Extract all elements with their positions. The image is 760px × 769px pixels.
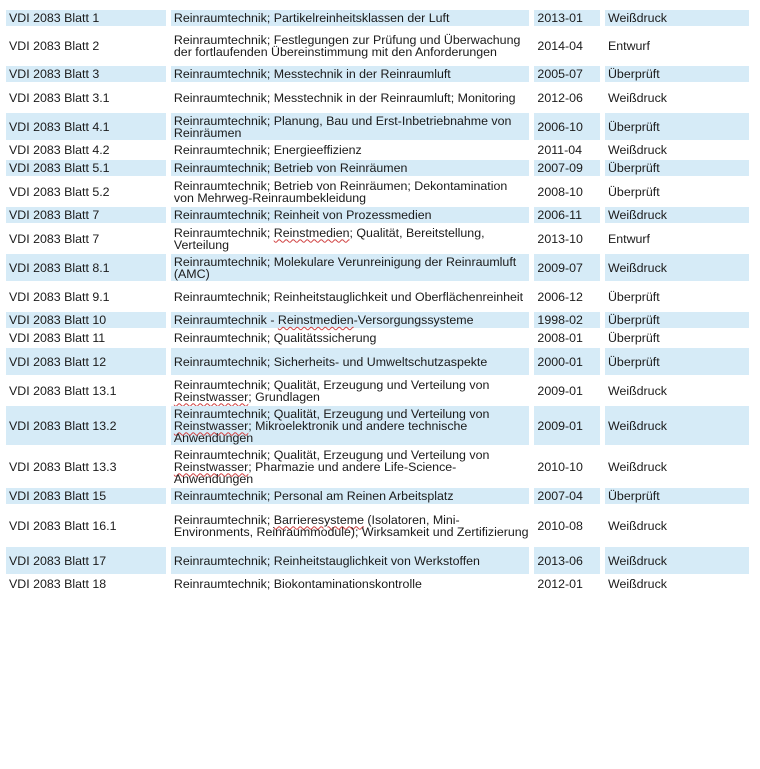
standard-code: VDI 2083 Blatt 15 xyxy=(6,488,166,504)
standard-status: Weißdruck xyxy=(605,10,749,26)
standard-status: Überprüft xyxy=(605,160,749,176)
title-text: ; Pharmazie und andere Life-Science-Anwendungen xyxy=(173,459,457,486)
standard-date: 2012-06 xyxy=(537,90,583,105)
table-row xyxy=(6,377,749,404)
title-text: ; Grundlagen xyxy=(248,389,320,404)
standard-date: 2007-09 xyxy=(534,160,600,176)
standard-date: 2006-12 xyxy=(537,289,583,304)
standard-title xyxy=(171,488,530,504)
title-text: Reinraumtechnik; Energieeffizienz xyxy=(173,143,362,157)
title-text: Reinraumtechnik; Reinheit von Prozessmedien xyxy=(173,208,432,222)
table-row xyxy=(6,178,749,205)
standard-date: 2006-10 xyxy=(534,113,600,140)
spellcheck-word: Reinstmedien xyxy=(277,313,354,327)
standard-status: Entwurf xyxy=(607,39,650,53)
standard-date: 2013-10 xyxy=(537,231,583,246)
table-row xyxy=(6,406,749,445)
standard-title xyxy=(171,10,530,26)
table-row xyxy=(6,225,749,252)
standard-status: Weißdruck xyxy=(607,518,667,533)
standard-title xyxy=(171,225,530,252)
standard-code: VDI 2083 Blatt 5.1 xyxy=(6,160,166,176)
standard-status: Überprüft xyxy=(605,348,749,375)
table-row xyxy=(6,506,749,545)
standard-title xyxy=(171,447,530,486)
table-row xyxy=(6,312,749,328)
spellcheck-word: Reinstwasser xyxy=(173,418,249,433)
standard-status: Weißdruck xyxy=(607,577,667,591)
standard-title xyxy=(171,406,530,445)
standard-title xyxy=(171,283,530,310)
standard-code: VDI 2083 Blatt 3.1 xyxy=(9,90,110,105)
standard-status: Weißdruck xyxy=(605,406,749,445)
title-text: Reinraumtechnik; xyxy=(173,512,274,527)
standard-title xyxy=(171,178,530,205)
standard-title xyxy=(171,576,530,592)
standard-date: 2013-06 xyxy=(534,547,600,574)
title-text: ; Mikroelektronik und andere technische Anwendungen xyxy=(173,418,468,445)
standard-status: Weißdruck xyxy=(607,90,667,105)
title-text: Reinraumtechnik; Qualität, Erzeugung und Verteilung von xyxy=(173,406,490,421)
standard-date: 2013-01 xyxy=(534,10,600,26)
standard-status: Weißdruck xyxy=(607,459,667,474)
standard-status: Überprüft xyxy=(607,289,660,304)
standard-code: VDI 2083 Blatt 11 xyxy=(9,331,106,345)
standard-status: Weißdruck xyxy=(605,547,749,574)
standard-title xyxy=(171,160,530,176)
standard-title xyxy=(171,547,530,574)
table-row xyxy=(6,10,749,26)
standards-table xyxy=(6,10,749,594)
standard-date: 2007-04 xyxy=(534,488,600,504)
title-text: (Isolatoren, Mini-Environments, Reinraummodule); Wirksamkeit und Zertifizierung xyxy=(173,512,529,539)
standard-title xyxy=(171,254,530,281)
title-text: Reinraumtechnik; Qualität, Erzeugung und Verteilung von xyxy=(173,447,490,462)
title-text: Reinraumtechnik; Sicherheits- und Umweltschutzaspekte xyxy=(173,354,488,369)
title-text: -Versorgungssysteme xyxy=(353,313,474,327)
standard-date: 2008-10 xyxy=(537,184,583,199)
table-row xyxy=(6,207,749,223)
table-row xyxy=(6,348,749,375)
standard-status: Weißdruck xyxy=(607,383,667,398)
standard-date: 2005-07 xyxy=(534,66,600,82)
standard-status: Weißdruck xyxy=(605,254,749,281)
title-text: Reinraumtechnik; Biokontaminationskontrolle xyxy=(173,577,422,591)
standard-date: 2011-04 xyxy=(537,143,582,157)
standard-code: VDI 2083 Blatt 12 xyxy=(6,348,166,375)
standard-date: 2009-01 xyxy=(537,383,583,398)
standard-code: VDI 2083 Blatt 7 xyxy=(9,231,100,246)
standard-code: VDI 2083 Blatt 7 xyxy=(6,207,166,223)
standard-code: VDI 2083 Blatt 9.1 xyxy=(9,289,110,304)
title-text: Reinraumtechnik; Personal am Reinen Arbeitsplatz xyxy=(173,489,454,503)
table-row xyxy=(6,160,749,176)
standard-title xyxy=(171,113,530,140)
table-row xyxy=(6,84,749,111)
spellcheck-word: Reinstwasser xyxy=(173,389,249,404)
title-text: Reinraumtechnik; Qualität, Erzeugung und Verteilung von xyxy=(173,377,490,392)
standard-code: VDI 2083 Blatt 18 xyxy=(9,577,107,591)
spellcheck-word: Reinstwasser xyxy=(173,459,249,474)
standard-date: 2008-01 xyxy=(537,331,583,345)
standard-date: 2012-01 xyxy=(537,577,583,591)
standard-status: Weißdruck xyxy=(605,207,749,223)
standard-date: 2014-04 xyxy=(537,39,583,53)
spellcheck-word: Reinstmedien xyxy=(273,225,350,240)
table-row xyxy=(6,547,749,574)
standard-status: Überprüft xyxy=(607,331,660,345)
standard-code: VDI 2083 Blatt 4.1 xyxy=(6,113,166,140)
table-row xyxy=(6,447,749,486)
standard-title xyxy=(171,66,530,82)
standard-code: VDI 2083 Blatt 13.1 xyxy=(9,383,117,398)
standard-status: Überprüft xyxy=(605,488,749,504)
table-row xyxy=(6,113,749,140)
standard-code: VDI 2083 Blatt 13.2 xyxy=(6,406,166,445)
table-row xyxy=(6,488,749,504)
standard-date: 2000-01 xyxy=(534,348,600,375)
title-text: Reinraumtechnik; Messtechnik in der Reinraumluft xyxy=(173,67,451,81)
standard-date: 1998-02 xyxy=(534,312,600,328)
standard-code: VDI 2083 Blatt 3 xyxy=(6,66,166,82)
standard-status: Überprüft xyxy=(605,113,749,140)
standard-code: VDI 2083 Blatt 5.2 xyxy=(9,184,110,199)
table-row xyxy=(6,66,749,82)
title-text: Reinraumtechnik - xyxy=(173,313,278,327)
title-text: Reinraumtechnik; Messtechnik in der Reinraumluft; Monitoring xyxy=(173,90,516,105)
table-row xyxy=(6,28,749,64)
title-text: Reinraumtechnik; Qualitätssicherung xyxy=(173,331,377,345)
table-row xyxy=(6,283,749,310)
title-text: Reinraumtechnik; Betrieb von Reinräumen; Dekontamination von Mehrweg-Reinraumbekleidung xyxy=(173,178,508,205)
standard-code: VDI 2083 Blatt 10 xyxy=(6,312,166,328)
standard-title xyxy=(171,377,530,404)
table-row xyxy=(6,254,749,281)
standard-code: VDI 2083 Blatt 16.1 xyxy=(9,518,117,533)
standard-status: Überprüft xyxy=(607,184,660,199)
title-text: Reinraumtechnik; Betrieb von Reinräumen xyxy=(173,161,408,175)
standard-code: VDI 2083 Blatt 17 xyxy=(6,547,166,574)
standard-code: VDI 2083 Blatt 8.1 xyxy=(6,254,166,281)
title-text: Reinraumtechnik; Planung, Bau und Erst-Inbetriebnahme von Reinräumen xyxy=(173,113,512,140)
standard-title xyxy=(171,28,530,64)
standard-date: 2009-01 xyxy=(534,406,600,445)
standard-status: Überprüft xyxy=(605,66,749,82)
title-text: Reinraumtechnik; xyxy=(173,225,274,240)
title-text: Reinraumtechnik; Molekulare Verunreinigung der Reinraumluft (AMC) xyxy=(173,254,517,281)
table-row xyxy=(6,576,749,592)
standard-date: 2010-10 xyxy=(537,459,583,474)
title-text: ; Qualität, Bereitstellung, Verteilung xyxy=(173,225,485,252)
standard-code: VDI 2083 Blatt 1 xyxy=(6,10,166,26)
standard-title xyxy=(171,506,530,545)
spellcheck-word: Barrieresysteme xyxy=(273,512,364,527)
standard-date: 2006-11 xyxy=(534,207,600,223)
standard-title xyxy=(171,142,530,158)
table-row xyxy=(6,142,749,158)
standard-status: Entwurf xyxy=(607,231,650,246)
table-row xyxy=(6,330,749,346)
standard-date: 2009-07 xyxy=(534,254,600,281)
title-text: Reinraumtechnik; Reinheitstauglichkeit von Werkstoffen xyxy=(173,553,480,568)
standard-title xyxy=(171,330,530,346)
title-text: Reinraumtechnik; Partikelreinheitsklassen der Luft xyxy=(173,11,450,25)
standard-code: VDI 2083 Blatt 4.2 xyxy=(9,143,110,157)
standard-title xyxy=(171,207,530,223)
standard-status: Überprüft xyxy=(605,312,749,328)
standard-title xyxy=(171,84,530,111)
standard-status: Weißdruck xyxy=(607,143,667,157)
standard-title xyxy=(171,312,530,328)
standard-title xyxy=(171,348,530,375)
standard-code: VDI 2083 Blatt 2 xyxy=(9,39,100,53)
standard-code: VDI 2083 Blatt 13.3 xyxy=(9,459,117,474)
standard-date: 2010-08 xyxy=(537,518,583,533)
title-text: Reinraumtechnik; Festlegungen zur Prüfung und Überwachung der fortlaufenden Übereinstimmung mit den Anforderungen xyxy=(173,33,521,59)
title-text: Reinraumtechnik; Reinheitstauglichkeit und Oberflächenreinheit xyxy=(173,289,524,304)
